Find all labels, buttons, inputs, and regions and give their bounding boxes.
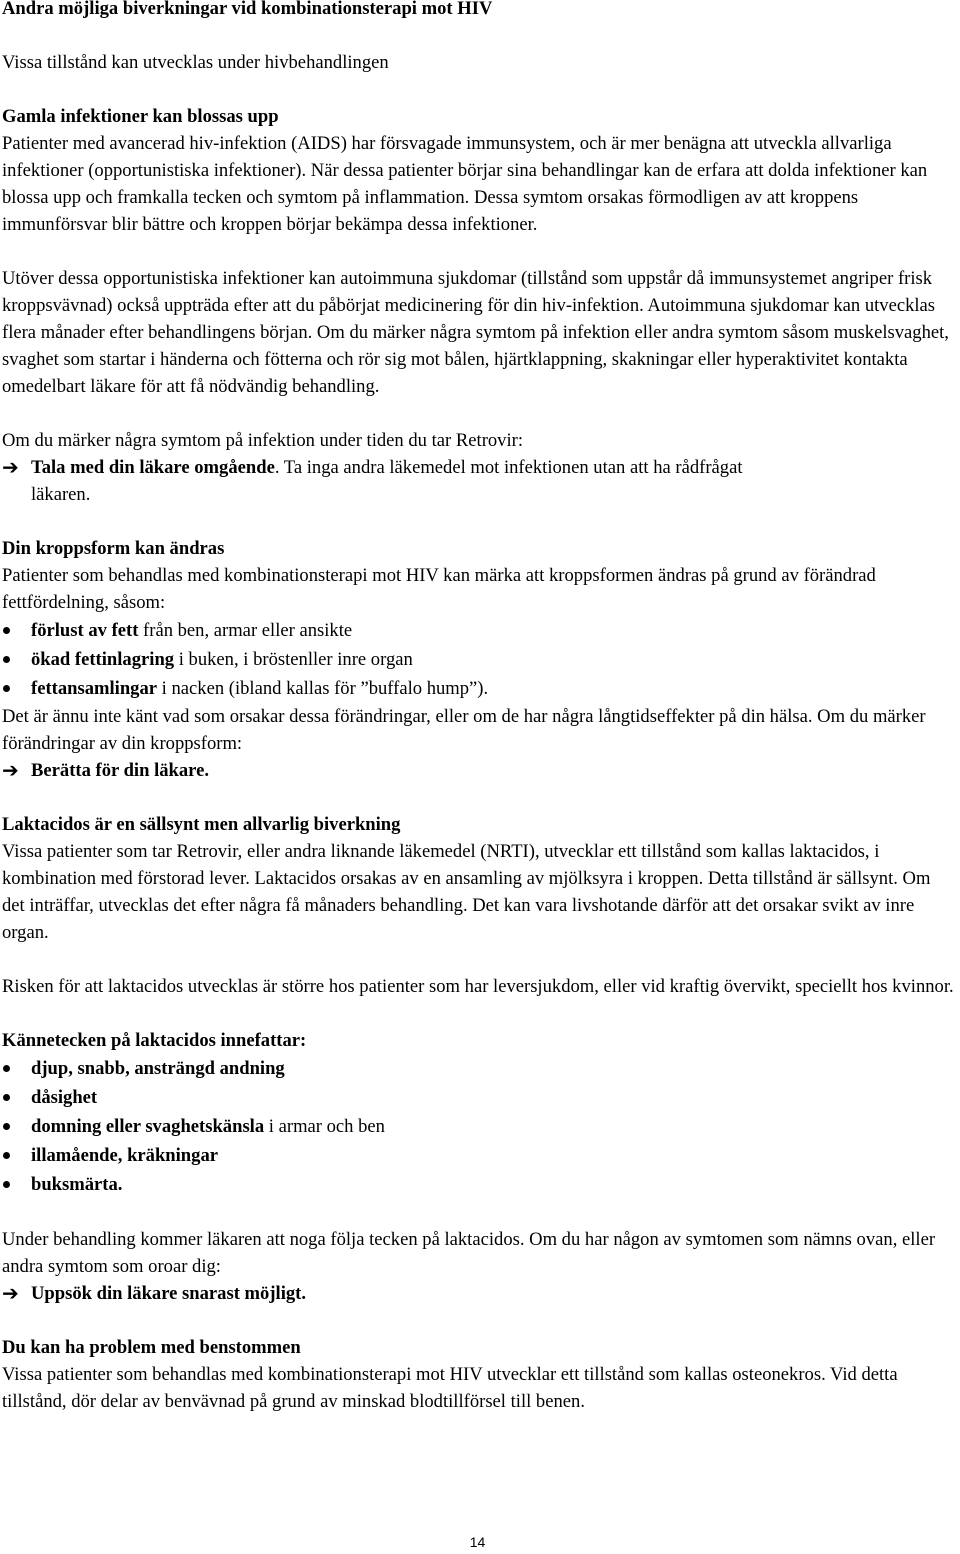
bullet-list: [2, 616, 957, 703]
bullet-bold: förlust av fett: [31, 620, 139, 641]
page-title: Andra möjliga biverkningar vid kombinationsterapi mot HIV: [2, 0, 493, 19]
bullet-icon: [2, 1054, 31, 1083]
signs-heading: Kännetecken på laktacidos innefattar:: [2, 1030, 307, 1051]
arrow-right-icon: ➔: [2, 758, 19, 782]
paragraph: Patienter som behandlas med kombinationsterapi mot HIV kan märka att kroppsformen ändras på grund av förändrad fettfördelning, såsom:: [2, 565, 876, 613]
bullet-icon: [2, 674, 31, 703]
list-item: [2, 1112, 957, 1141]
action-bold: Tala med din läkare omgående: [31, 457, 275, 478]
bullet-bold: fettansamlingar: [31, 678, 158, 699]
bullet-bold: ökad fettinlagring: [31, 649, 175, 670]
list-item: [2, 1141, 957, 1170]
list-item: [2, 645, 957, 674]
spacer: [2, 238, 957, 265]
arrow-right-icon: ➔: [2, 455, 19, 479]
document-page: [2, 0, 957, 1415]
page-number: 14: [469, 1534, 486, 1550]
spacer: [2, 946, 957, 973]
paragraph: Patienter med avancerad hiv-infektion (AIDS) har försvagade immunsystem, och är mer benägna att utveckla allvarliga infektioner (opportunistiska infektioner). När dessa patienter börjar sina behandlingar kan de erfara att dolda infektioner kan blossa upp och framkalla tecken och symtom på inflammation. Dessa symtom orsakas förmodligen av att kroppens immunförsvar blir bättre och kroppen börjar bekämpa dessa infektioner.: [2, 133, 928, 235]
spacer: [2, 508, 957, 535]
list-item: [2, 1083, 957, 1112]
paragraph: Utöver dessa opportunistiska infektioner kan autoimmuna sjukdomar (tillstånd som uppstår då immunsystemet angriper frisk kroppsvävnad) också uppträda efter att du påbörjat medicinering för din hiv-infektion. Autoimmuna sjukdomar kan utvecklas flera månader efter behandlingens början. Om du märker några symtom på infektion eller andra symtom såsom muskelsvaghet, svaghet som startar i händerna och fötterna och rör sig mot bålen, hjärtklappning, skakningar eller hyperaktivitet kontakta omedelbart läkare för att få nödvändig behandling.: [2, 268, 949, 397]
spacer: [2, 1307, 957, 1334]
spacer: [2, 784, 957, 811]
action-rest: . Ta inga andra läkemedel mot infektionen utan att ha rådfrågat: [274, 457, 743, 478]
paragraph: Vissa patienter som behandlas med kombinationsterapi mot HIV utvecklar ett tillstånd som kallas osteonekros. Vid detta tillstånd, dör delar av benvävnad på grund av minskad blodtillförsel till benen.: [2, 1364, 898, 1412]
list-item: [2, 616, 957, 645]
bullet-rest: från ben, armar eller ansikte: [138, 620, 353, 641]
bullet-rest: i buken, i bröstenller inre organ: [174, 649, 413, 670]
paragraph: Om du märker några symtom på infektion under tiden du tar Retrovir:: [2, 430, 524, 451]
bullet-icon: [2, 1083, 31, 1112]
bullet-bold: illamående, kräkningar: [31, 1145, 218, 1166]
bullet-bold: domning eller svaghetskänsla: [31, 1116, 265, 1137]
action-text: [31, 1280, 957, 1307]
action-text: [31, 757, 957, 784]
bullet-bold: dåsighet: [31, 1087, 98, 1108]
intro-text: Vissa tillstånd kan utvecklas under hivbehandlingen: [2, 52, 389, 73]
spacer: [2, 76, 957, 103]
spacer: [2, 1199, 957, 1226]
paragraph: Risken för att laktacidos utvecklas är större hos patienter som har leversjukdom, eller vid kraftig övervikt, speciellt hos kvinnor.: [2, 976, 954, 997]
action-continuation: läkaren.: [31, 484, 91, 505]
action-line: [2, 757, 957, 784]
bullet-bold: djup, snabb, ansträngd andning: [31, 1058, 285, 1079]
bullet-icon: [2, 1170, 31, 1199]
action-bold: Berätta för din läkare.: [31, 760, 210, 781]
list-item: [2, 1054, 957, 1083]
bullet-rest: i nacken (ibland kallas för ”buffalo hump”).: [157, 678, 489, 699]
section-heading-bone: Du kan ha problem med benstommen: [2, 1337, 301, 1358]
action-line: [2, 1280, 957, 1307]
bullet-icon: [2, 1141, 31, 1170]
bullet-list: [2, 1054, 957, 1199]
section-heading-lactic-acidosis: Laktacidos är en sällsynt men allvarlig biverkning: [2, 814, 401, 835]
arrow-right-icon: ➔: [2, 1281, 19, 1305]
bullet-icon: [2, 645, 31, 674]
section-heading-old-infections: Gamla infektioner kan blossas upp: [2, 106, 279, 127]
spacer: [2, 1000, 957, 1027]
list-item: [2, 674, 957, 703]
paragraph: Vissa patienter som tar Retrovir, eller andra liknande läkemedel (NRTI), utvecklar ett tillstånd som kallas laktacidos, i kombination med förstorad lever. Laktacidos orsakas av en ansamling av mjölksyra i kroppen. Detta tillstånd är sällsynt. Om det inträffar, utvecklas det efter några få månaders behandling. Det kan vara livshotande därför att det orsakar svikt av inre organ.: [2, 841, 931, 943]
bullet-icon: [2, 616, 31, 645]
spacer: [2, 22, 957, 49]
list-item: [2, 1170, 957, 1199]
bullet-rest: i armar och ben: [264, 1116, 385, 1137]
paragraph: Under behandling kommer läkaren att noga följa tecken på laktacidos. Om du har någon av symtomen som nämns ovan, eller andra symtom som oroar dig:: [2, 1229, 936, 1277]
paragraph: Det är ännu inte känt vad som orsakar dessa förändringar, eller om de har några långtidseffekter på din hälsa. Om du märker förändringar av din kroppsform:: [2, 706, 926, 754]
action-line: [2, 454, 957, 481]
action-bold: Uppsök din läkare snarast möjligt.: [31, 1283, 306, 1304]
bullet-icon: [2, 1112, 31, 1141]
spacer: [2, 400, 957, 427]
action-text: [31, 454, 957, 481]
bullet-bold: buksmärta.: [31, 1174, 123, 1195]
section-heading-body-shape: Din kroppsform kan ändras: [2, 538, 225, 559]
